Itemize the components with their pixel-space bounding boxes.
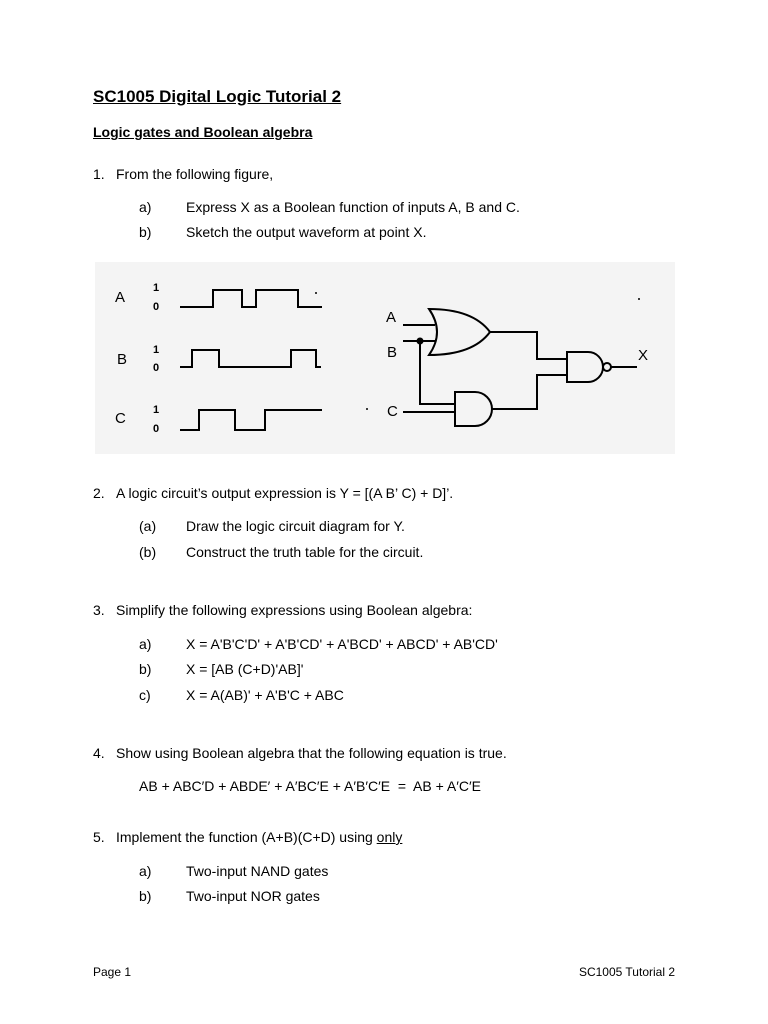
q2a-label: (a) xyxy=(139,518,157,534)
circuit-input-c-label: C xyxy=(387,403,398,420)
q3a-text: X = A'B'C'D' + A'B'CD' + A'BCD' + ABCD' + AB'CD' xyxy=(186,636,498,652)
q3c-text: X = A(AB)' + A'B'C + ABC xyxy=(186,687,344,703)
footer-page-number: Page 1 xyxy=(93,965,132,979)
section-heading: Logic gates and Boolean algebra xyxy=(93,124,313,140)
q4-number: 4. xyxy=(93,745,105,761)
q5a-label: a) xyxy=(139,863,152,879)
q2a-text: Draw the logic circuit diagram for Y. xyxy=(186,518,405,534)
q1a-label: a) xyxy=(139,199,152,215)
page-title: SC1005 Digital Logic Tutorial 2 xyxy=(93,87,342,106)
q1b-text: Sketch the output waveform at point X. xyxy=(186,224,427,240)
circuit-input-b-label: B xyxy=(387,344,398,361)
speck xyxy=(315,292,317,294)
q1b-label: b) xyxy=(139,224,152,240)
junction-dot xyxy=(417,338,424,345)
q1-number: 1. xyxy=(93,166,105,182)
figure-background xyxy=(95,262,675,454)
q2b-text: Construct the truth table for the circuit. xyxy=(186,544,424,560)
q4-equation: AB + ABC′D + ABDE′ + A′BC′E + A′B′C′E = AB + A′C′E xyxy=(139,778,481,794)
q1a-text: Express X as a Boolean function of inputs A, B and C. xyxy=(186,199,520,215)
waveform-a-low: 0 xyxy=(153,301,160,313)
q3a-label: a) xyxy=(139,636,152,652)
q5b-text: Two-input NOR gates xyxy=(186,888,320,904)
q1-text: From the following figure, xyxy=(116,166,274,182)
q3b-text: X = [AB (C+D)'AB]' xyxy=(186,661,304,677)
q2-text: A logic circuit’s output expression is Y = [(A B’ C) + D]’. xyxy=(116,485,454,501)
q5-text xyxy=(116,829,402,845)
footer-doc-name: SC1005 Tutorial 2 xyxy=(578,965,675,979)
q3c-label: c) xyxy=(139,687,151,703)
waveform-a-label: A xyxy=(115,289,126,306)
q3b-label: b) xyxy=(139,661,152,677)
circuit-output-label: X xyxy=(638,347,649,364)
waveform-c-high: 1 xyxy=(153,404,160,416)
q4-text: Show using Boolean algebra that the following equation is true. xyxy=(116,745,507,761)
speck xyxy=(638,298,640,300)
q5-text-main: Implement the function (A+B)(C+D) using xyxy=(116,829,377,845)
waveform-a-high: 1 xyxy=(153,282,160,294)
q5-text-emphasis: only xyxy=(376,829,403,845)
waveform-b-low: 0 xyxy=(153,362,160,374)
speck xyxy=(366,408,368,410)
figure-svg xyxy=(95,262,675,454)
waveform-c-label: C xyxy=(115,410,126,427)
q5-number: 5. xyxy=(93,829,105,845)
q3-text: Simplify the following expressions using Boolean algebra: xyxy=(116,602,473,618)
waveform-c-low: 0 xyxy=(153,423,160,435)
waveform-b-high: 1 xyxy=(153,344,160,356)
q2-number: 2. xyxy=(93,485,105,501)
q5a-text: Two-input NAND gates xyxy=(186,863,329,879)
q5b-label: b) xyxy=(139,888,152,904)
circuit-input-a-label: A xyxy=(386,309,397,326)
q3-number: 3. xyxy=(93,602,105,618)
waveform-b-label: B xyxy=(117,351,128,368)
q2b-label: (b) xyxy=(139,544,157,560)
q1-figure xyxy=(95,262,675,454)
